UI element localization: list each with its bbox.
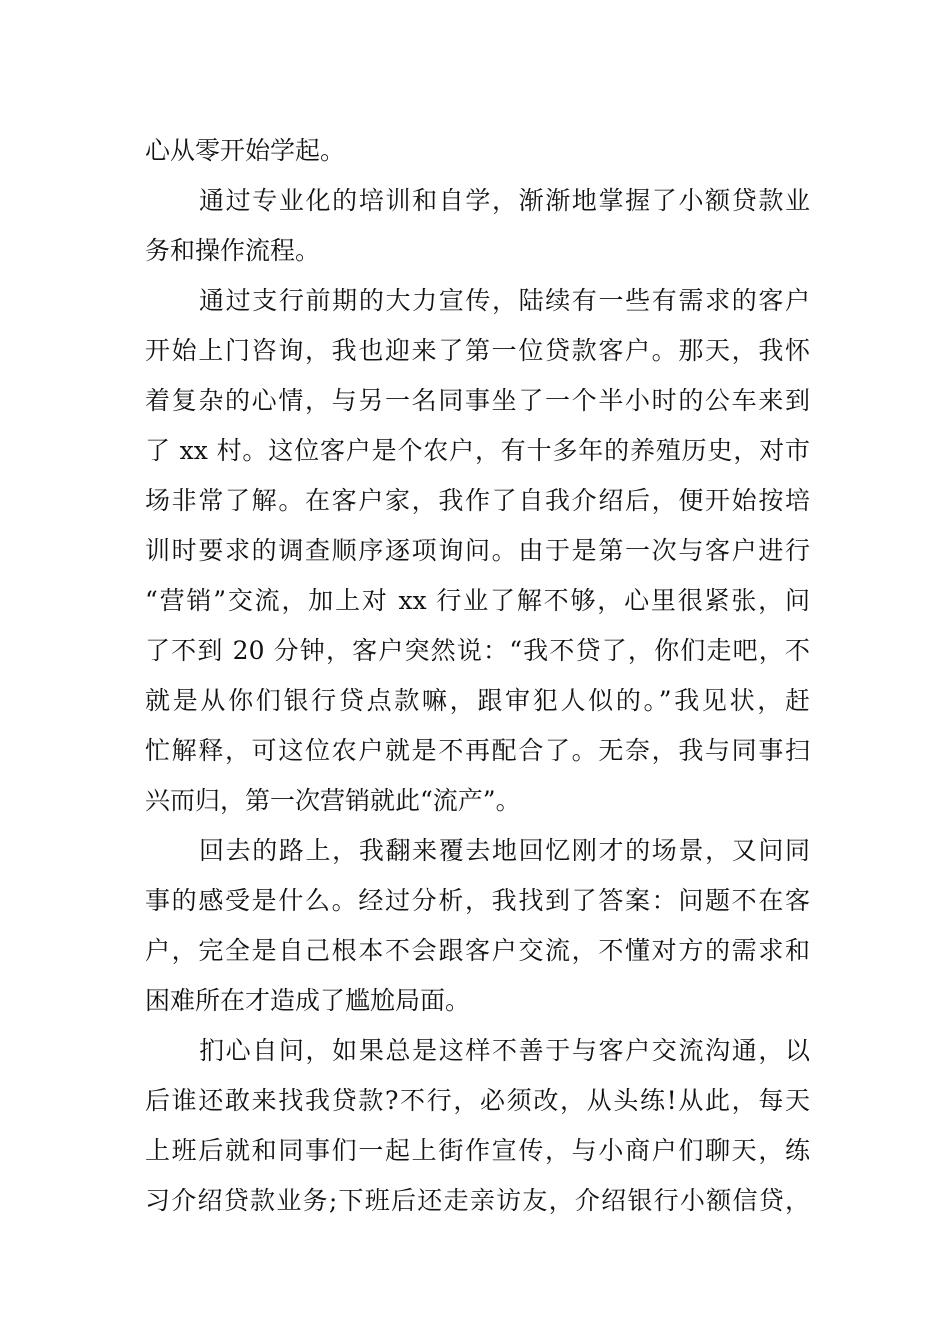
text-line: 训时要求的调查顺序逐项询问。由于是第一次与客户进行: [145, 536, 810, 565]
text-line: 上班后就和同事们一起上街作宣传，与小商户们聊天，练: [145, 1136, 810, 1165]
text-line: 场非常了解。在客户家，我作了自我介绍后，便开始按培: [145, 486, 810, 515]
text-line: 后谁还敢来找我贷款?不行，必须改，从头练!从此，每天: [145, 1086, 810, 1115]
text-line: 困难所在才造成了尴尬局面。: [145, 986, 471, 1015]
text-line: 务和操作流程。: [145, 236, 321, 265]
text-line: 兴而归，第一次营销就此“流产”。: [145, 786, 521, 815]
text-line: “营销”交流，加上对 xx 行业了解不够，心里很紧张，问: [145, 586, 810, 615]
text-line: 开始上门咨询，我也迎来了第一位贷款客户。那天，我怀: [145, 336, 810, 365]
text-line: 就是从你们银行贷点款嘛，跟审犯人似的。”我见状，赶: [145, 686, 810, 715]
paragraph-first-line: 通过支行前期的大力宣传，陆续有一些有需求的客户: [199, 286, 810, 315]
text-line: 着复杂的心情，与另一名同事坐了一个半小时的公车来到: [145, 386, 810, 415]
text-line: 了 xx 村。这位客户是个农户，有十多年的养殖历史，对市: [145, 436, 810, 465]
text-line: 心从零开始学起。: [145, 136, 346, 165]
text-line: 习介绍贷款业务;下班后还走亲访友，介绍银行小额信贷，: [145, 1186, 810, 1215]
paragraph-first-line: 通过专业化的培训和自学，渐渐地掌握了小额贷款业: [199, 186, 810, 215]
text-line: 忙解释，可这位农户就是不再配合了。无奈，我与同事扫: [145, 736, 810, 765]
text-line: 事的感受是什么。经过分析，我找到了答案：问题不在客: [145, 886, 810, 915]
paragraph-first-line: 扪心自问，如果总是这样不善于与客户交流沟通，以: [199, 1036, 810, 1065]
text-line: 户，完全是自己根本不会跟客户交流，不懂对方的需求和: [145, 936, 810, 965]
text-line: 了不到 20 分钟，客户突然说：“我不贷了，你们走吧，不: [145, 636, 810, 665]
paragraph-first-line: 回去的路上，我翻来覆去地回忆刚才的场景，又问同: [199, 836, 810, 865]
